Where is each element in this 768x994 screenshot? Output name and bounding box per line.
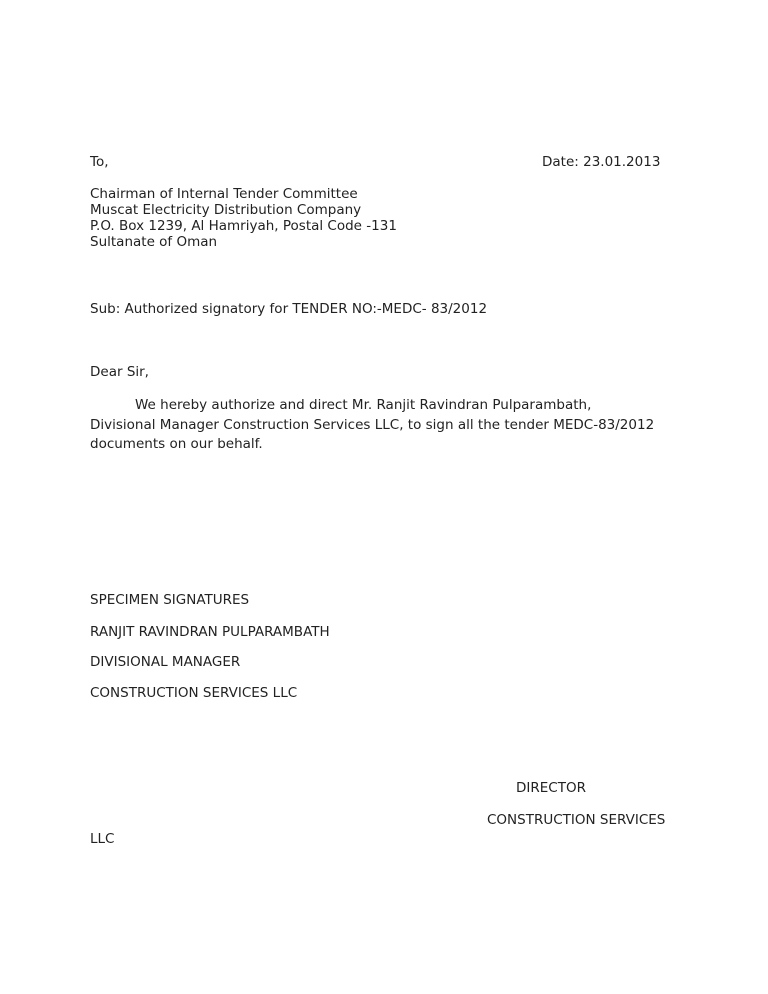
signatory-company: CONSTRUCTION SERVICES LLC — [90, 685, 298, 701]
body-line: We hereby authorize and direct Mr. Ranjit Ravindran Pulparambath, — [135, 397, 592, 413]
subject-line: Sub: Authorized signatory for TENDER NO:-MEDC- 83/2012 — [90, 301, 488, 317]
signatory-name: RANJIT RAVINDRAN PULPARAMBATH — [90, 624, 330, 640]
address-line: P.O. Box 1239, Al Hamriyah, Postal Code -131 — [90, 218, 397, 234]
specimen-heading: SPECIMEN SIGNATURES — [90, 592, 250, 608]
address-line: Chairman of Internal Tender Committee — [90, 186, 358, 202]
body-paragraph — [90, 396, 680, 455]
recipient-address — [90, 186, 397, 250]
letter-date: Date: 23.01.2013 — [542, 154, 661, 170]
signatory-title: DIVISIONAL MANAGER — [90, 654, 241, 670]
body-line: Divisional Manager Construction Services LLC, to sign all the tender MEDC-83/2012 — [90, 416, 655, 433]
body-line: documents on our behalf. — [90, 436, 263, 452]
greeting: Dear Sir, — [90, 364, 149, 380]
director-title: DIRECTOR — [516, 780, 586, 796]
director-company-line2: LLC — [90, 831, 115, 847]
address-line: Sultanate of Oman — [90, 234, 218, 250]
director-company-line1: CONSTRUCTION SERVICES — [487, 812, 666, 828]
address-line: Muscat Electricity Distribution Company — [90, 202, 362, 218]
to-label: To, — [90, 154, 109, 170]
